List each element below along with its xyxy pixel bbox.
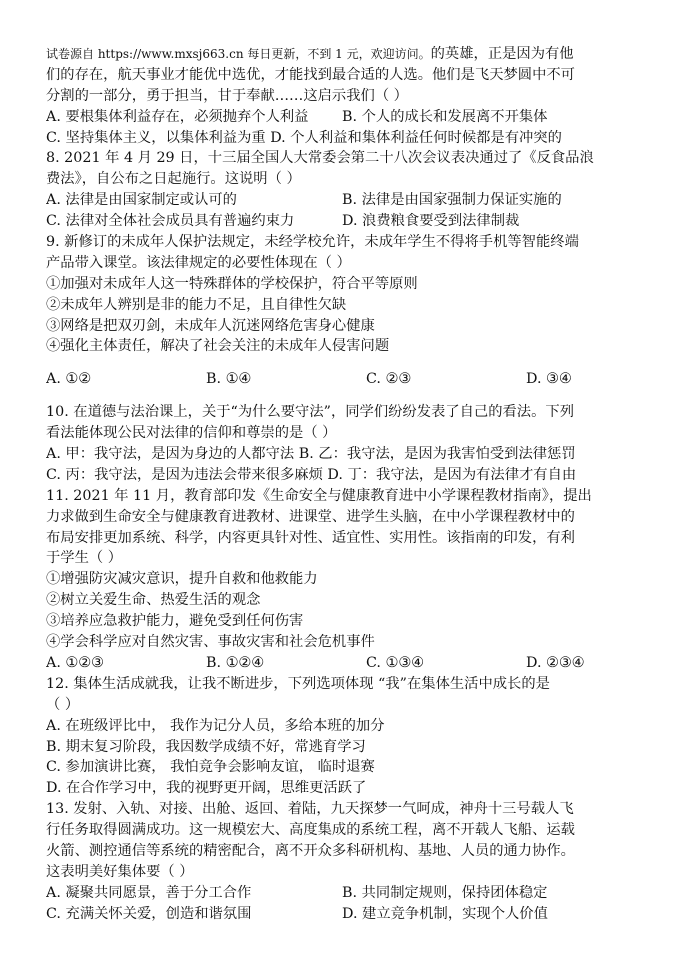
q9-item: ③网络是把双刃剑，未成年人沉迷网络危害身心健康 [46,317,375,334]
q12-option-d: D. 在合作学习中，我的视野更开阔，思维更活跃了 [46,780,367,797]
q12-option-b: B. 期末复习阶段，我因数学成绩不好，常逃育学习 [46,738,366,755]
q12-option-c: C. 参加演讲比赛， 我怕竞争会影响友谊， 临时退赛 [46,759,375,776]
q11-stem-line: 布局安排更加系统、科学，内容更具针对性、适宜性、实用性。该指南的印发，有利 [46,529,575,546]
q11-option-b: B. ①②④ [206,654,265,671]
q11-item: ④学会科学应对自然灾害、事故灾害和社会危机事件 [46,634,375,651]
q10-stem-line: 10. 在道德与法治课上，关于“为什么要守法”，同学们纷纷发表了自己的看法。下列 [46,404,574,421]
q13-option-a: A. 凝聚共同愿景，善于分工合作 [46,884,252,901]
q11-item: ②树立关爱生命、热爱生活的观念 [46,592,261,609]
q9-option-c: C. ②③ [366,371,412,388]
q11-stem-line: 11. 2021 年 11 月，教育部印发《生命安全与健康教育进中小学课程教材指南》，提出 [46,487,592,504]
q11-item: ③培养应急救护能力，避免受到任何伤害 [46,613,304,630]
q9-item: ①加强对未成年人这一特殊群体的学校保护，符合平等原则 [46,275,418,292]
q11-option-c: C. ①③④ [366,654,424,671]
q11-option-d: D. ②③④ [526,654,585,671]
header-line [46,44,642,65]
q7-options-row-2: C. 坚持集体主义，以集体利益为重 D. 个人利益和集体利益任何时候都是有冲突的 [46,129,562,146]
q13-option-b: B. 共同制定规则，保持团体稳定 [342,884,548,901]
q10-options-row-2: C. 丙：我守法，是因为违法会带来很多麻烦 D. 丁：我守法，是因为有法律才有自由 [46,466,577,483]
text-line: 们的存在，航天事业才能优中选优，才能找到最合适的人选。他们是飞天梦圆中不可 [46,66,575,83]
q12-stem-line: 12. 集体生活成就我，让我不断进步，下列选项体现 “我”在集体生活中成长的是 [46,675,550,692]
q11-stem-line: 于学生（ ） [46,550,123,567]
q13-stem-line: 13. 发射、入轨、对接、出舱、返回、着陆，九天探梦一气呵成，神舟十三号载人飞 [46,801,574,818]
q12-option-a: A. 在班级评比中， 我作为记分人员，多给本班的加分 [46,717,385,734]
q9-stem-line: 产品带入课堂。该法律规定的必要性体现在（ ） [46,254,351,271]
q8-stem-line: 费法》，自公布之日起施行。这说明（ ） [46,171,301,188]
q10-options-row-1: A. 甲：我守法，是因为身边的人都守法 B. 乙：我守法，是因为我害怕受到法律惩罚 [46,446,576,463]
q8-option-d: D. 浪费粮食要受到法律制裁 [342,213,520,230]
q7-option-b: B. 个人的成长和发展离不开集体 [342,108,548,125]
q8-option-b: B. 法律是由国家强制力保证实施的 [342,192,562,209]
q7-option-a: A. 要根集体利益存在，必须抛弃个人利益 [46,108,309,125]
continuation-text: 的英雄，正是因为有他 [430,46,574,62]
q8-stem-line: 8. 2021 年 4 月 29 日，十三届全国人大常委会第二十八次会议表决通过了《反食品浪 [46,150,594,167]
q13-stem-line: 这表明美好集体要（ ） [46,863,194,880]
q9-item: ②未成年人辨别是非的能力不足，且自律性欠缺 [46,296,347,313]
q9-option-a: A. ①② [46,371,92,388]
q13-options-row-2 [46,904,642,925]
q10-stem-line: 看法能体现公民对法律的信仰和尊崇的是（ ） [46,425,337,442]
q8-options-row-2 [46,211,642,232]
q9-option-d: D. ③④ [526,371,572,388]
q13-stem-line: 行任务取得圆满成功。这一规模宏大、高度集成的系统工程，离不开载人飞船、运载 [46,822,575,839]
text-line: 分割的一部分，勇于担当，甘于奉献……这启示我们（ ） [46,87,408,104]
q12-stem-line: （ ） [46,696,80,713]
q11-options-row [46,653,642,674]
q11-item: ①增强防灾减灾意识，提升自救和他救能力 [46,571,318,588]
source-watermark: 试卷源自 https://www.mxsj663.cn 每日更新，不到 1 元，欢迎访问。 [46,47,431,61]
q9-options-row [46,369,642,390]
q9-item: ④强化主体责任，解决了社会关注的未成年人侵害问题 [46,338,390,355]
q8-option-c: C. 法律对全体社会成员具有普遍约束力 [46,213,295,230]
q11-option-a: A. ①②③ [46,654,104,671]
q11-stem-line: 力求做到生命安全与健康教育进教材、进课堂、进学生头脑，在中小学课程教材中的 [46,508,575,525]
q9-stem-line: 9. 新修订的未成年人保护法规定，未经学校允许，未成年学生不得将手机等智能终端 [46,234,579,251]
q13-stem-line: 火箭、测控通信等系统的精密配合，离不开众多科研机构、基地、人员的通力协作。 [46,842,575,859]
q13-option-c: C. 充满关怀关爱，创造和谐氛围 [46,905,252,922]
q8-options-row-1 [46,190,642,211]
q13-option-d: D. 建立竞争机制，实现个人价值 [342,905,548,922]
q9-option-b: B. ①④ [206,371,252,388]
q8-option-a: A. 法律是由国家制定或认可的 [46,192,237,209]
q13-options-row-1 [46,883,642,904]
q7-options-row-1 [46,107,642,128]
